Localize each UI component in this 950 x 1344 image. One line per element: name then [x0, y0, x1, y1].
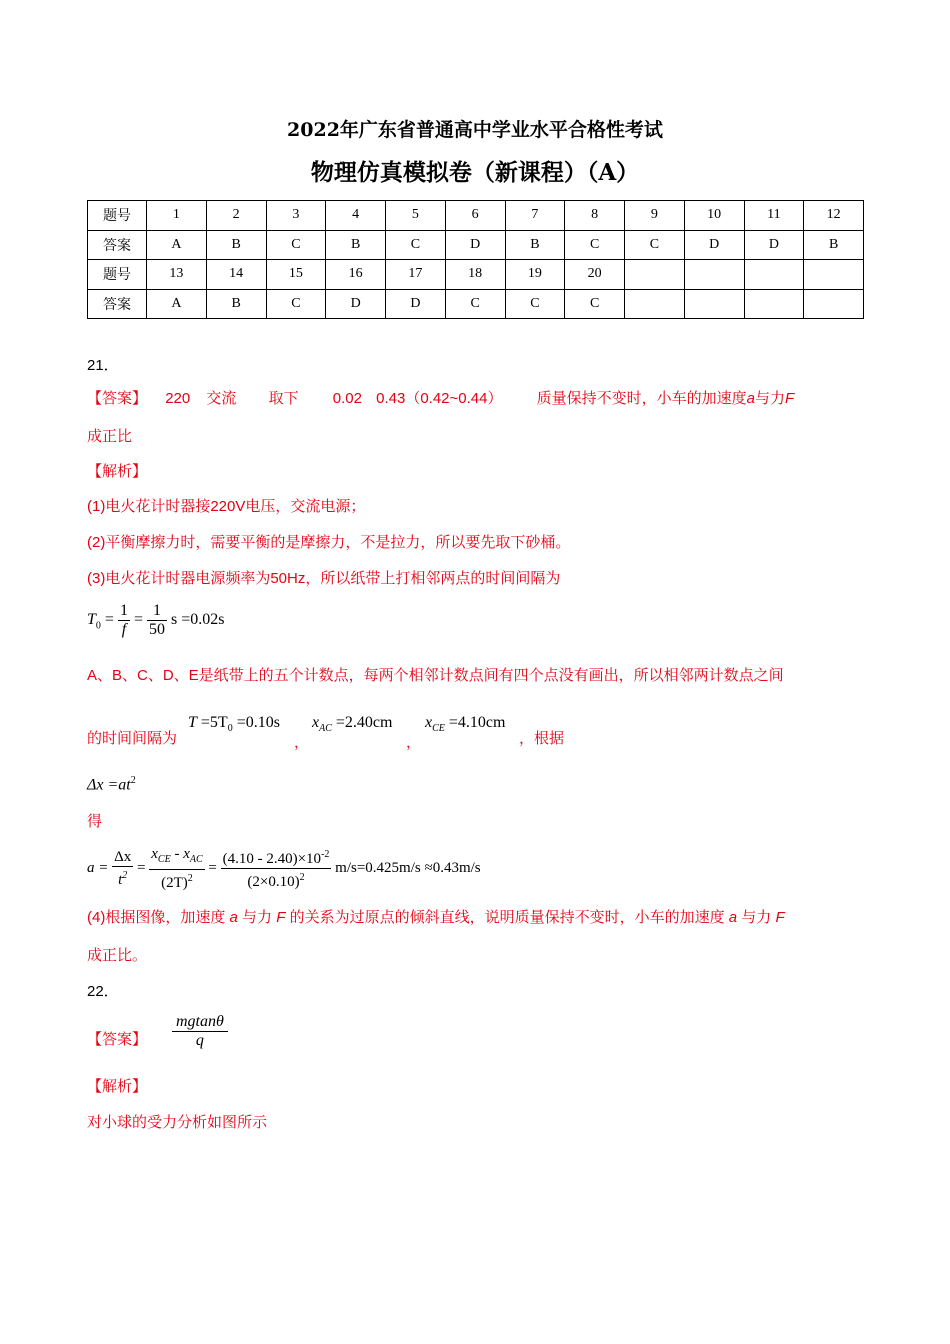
q21-interval-text: 的时间间隔为 [87, 730, 178, 747]
formula-t: $T =5T_0 =0.10s$ [188, 714, 280, 735]
formula-xac: $x_{AC} =2.40cm$ [312, 714, 393, 735]
table-cell [684, 260, 744, 290]
table-cell: A [147, 289, 207, 319]
table-cell [625, 260, 685, 290]
table-cell: 9 [625, 201, 685, 231]
q21-step1: (1)电火花计时器接220V电压，交流电源； [87, 498, 366, 515]
table-cell: 14 [206, 260, 266, 290]
q21-answer-6: 质量保持不变时，小车的加速度 [536, 390, 747, 407]
table-cell: 17 [386, 260, 446, 290]
table-cell: C [565, 230, 625, 260]
table-cell: 13 [147, 260, 207, 290]
formula-t0: $T_0$ = $\frac{1}{f}$ = $\frac{1}{50}$ s =0.02s [87, 602, 225, 638]
table-cell: 16 [326, 260, 386, 290]
table-cell: 1 [147, 201, 207, 231]
table-cell: 3 [266, 201, 326, 231]
answer-table [87, 200, 864, 319]
table-cell: D [386, 289, 446, 319]
table-cell: 12 [804, 201, 864, 231]
table-cell: B [206, 289, 266, 319]
table-cell: 10 [684, 201, 744, 231]
q22-answer-tag: 【答案】 [87, 1031, 148, 1048]
q21-get: 得 [87, 813, 103, 830]
table-cell: 18 [445, 260, 505, 290]
table-cell: 8 [565, 201, 625, 231]
page-title-line2: 物理仿真模拟卷（新课程）（A） [310, 159, 640, 186]
table-cell: C [386, 230, 446, 260]
table-cell: D [445, 230, 505, 260]
q21-number: 21． [87, 357, 119, 374]
table-cell: 6 [445, 201, 505, 231]
q21-answer-1: 220 [165, 390, 191, 407]
table-cell: 4 [326, 201, 386, 231]
table-cell: B [804, 230, 864, 260]
table-cell: 19 [505, 260, 565, 290]
q21-step3: (3)电火花计时器电源频率为50Hz，所以纸带上打相邻两点的时间间隔为 [87, 570, 561, 587]
table-cell: 2 [206, 201, 266, 231]
q21-points-text: A、B、C、D、E是纸带上的五个计数点，每两个相邻计数点间有四个点没有画出，所以相邻两计数点之间 [87, 667, 784, 684]
table-cell: D [326, 289, 386, 319]
table-cell: C [445, 289, 505, 319]
q21-answer-3: 取下 [268, 390, 299, 407]
table-row-answers-1 [88, 230, 864, 260]
table-row-answers-2 [88, 289, 864, 319]
q21-answer-2: 交流 [206, 390, 237, 407]
table-row-questions-2 [88, 260, 864, 290]
row-label-answer: 答案 [88, 289, 147, 319]
formula-a: a = $\frac{\Delta x}{t^2}$ = $\frac{x_{CE} - x_{AC}}{(2T)^2}$ = $\frac{(4.10 - 2.40)\times 10^{-2}}{(2\times 0.10)^2}$ m/s=0.425m/s ≈0.43m/s [87, 846, 481, 891]
table-cell: C [565, 289, 625, 319]
q21-step4: (4)根据图像，加速度 a 与力 F 的关系为过原点的倾斜直线，说明质量保持不变时，小车的加速度 a 与力 F [87, 909, 785, 926]
q21-answer-mid: 与力 [755, 390, 786, 407]
table-cell [804, 260, 864, 290]
table-cell: 11 [744, 201, 804, 231]
table-cell [625, 289, 685, 319]
table-cell: D [744, 230, 804, 260]
table-cell [744, 260, 804, 290]
table-cell: C [266, 289, 326, 319]
table-cell: C [266, 230, 326, 260]
q21-answer-a: a [746, 390, 756, 407]
table-cell: D [684, 230, 744, 260]
q22-answer-formula: $\frac{mgtan\theta}{q}$ [172, 1013, 228, 1050]
page-title-line1: 2022年广东省普通高中学业水平合格性考试 [287, 119, 663, 141]
q21-answer-F: F [785, 390, 795, 407]
table-cell: B [505, 230, 565, 260]
formula-xce: $x_{CE} =4.10cm$ [425, 714, 506, 735]
q22-analysis-text: 对小球的受力分析如图所示 [87, 1114, 268, 1131]
table-cell: 7 [505, 201, 565, 231]
table-row-questions-1 [88, 201, 864, 231]
q21-answer-line [87, 389, 867, 409]
q22-analysis-tag: 【解析】 [87, 1078, 148, 1095]
q21-according: ，根据 [519, 730, 565, 747]
q21-analysis-tag: 【解析】 [87, 463, 148, 480]
q21-answer-tail: 成正比 [87, 428, 133, 445]
table-cell [744, 289, 804, 319]
q21-step4-tail: 成正比。 [87, 947, 148, 964]
table-cell: 15 [266, 260, 326, 290]
table-cell: A [147, 230, 207, 260]
q21-answer-tag: 【答案】 [87, 390, 148, 407]
formula-dx: $\Delta x =at^2$ [87, 775, 136, 794]
table-cell [684, 289, 744, 319]
table-cell: B [206, 230, 266, 260]
q21-answer-4: 0.02 [332, 390, 362, 407]
table-cell: 5 [386, 201, 446, 231]
row-label-question: 题号 [88, 260, 147, 290]
table-cell: C [625, 230, 685, 260]
q22-number: 22． [87, 983, 119, 1000]
q21-step2: (2)平衡摩擦力时，需要平衡的是摩擦力，不是拉力，所以要先取下砂桶。 [87, 534, 571, 551]
table-cell: B [326, 230, 386, 260]
table-cell [804, 289, 864, 319]
table-cell: C [505, 289, 565, 319]
row-label-answer: 答案 [88, 230, 147, 260]
q21-answer-5: 0.43（0.42~0.44） [376, 390, 503, 407]
table-cell: 20 [565, 260, 625, 290]
row-label-question: 题号 [88, 201, 147, 231]
